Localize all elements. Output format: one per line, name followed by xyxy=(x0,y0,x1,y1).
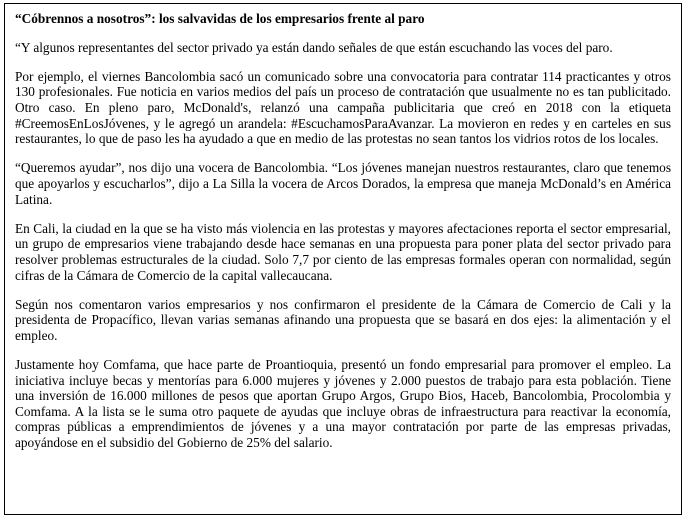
paragraph-comfama: Justamente hoy Comfama, que hace parte de Proantioquia, presentó un fondo empresarial para promover el empleo. La iniciativa incluye becas y mentorías para 6.000 mujeres y jóvenes y 2.000 puestos de trabajo para esta población. Tiene una inversión de 16.000 millones de pesos que aportan Grupo Argos, Grupo Bios, Haceb, Bancolombia, Procolombia y Comfama. A la lista se le suma otro paquete de ayudas que incluye obras de infraestructura para reactivar la economía, compras públicas a emprendimientos de jóvenes y a una mayor contratación por parte de las empresas privadas, apoyándose en el subsidio del Gobierno de 25% del salario. xyxy=(15,357,671,451)
paragraph-intro: “Y algunos representantes del sector privado ya están dando señales de que están escuchando las voces del paro. xyxy=(15,39,613,55)
paragraph-quotes: “Queremos ayudar”, nos dijo una vocera de Bancolombia. “Los jóvenes manejan nuestros restaurantes, claro que tenemos que apoyarlos y escucharlos”, dijo a La Silla la vocera de Arcos Dorados, la empresa que maneja McDonald’s en América Latina. xyxy=(15,160,671,207)
paragraph-proposal: Según nos comentaron varios empresarios y nos confirmaron el presidente de la Cámara de Comercio de Cali y la presidenta de Propacífico, llevan varias semanas afinando una propuesta que se basará en dos ejes: la alimentación y el empleo. xyxy=(15,296,671,343)
article-excerpt-box xyxy=(4,3,682,515)
article-title: “Cóbrennos a nosotros”: los salvavidas de los empresarios frente al paro xyxy=(15,11,425,26)
paragraph-examples: Por ejemplo, el viernes Bancolombia sacó un comunicado sobre una convocatoria para contratar 114 practicantes y otros 130 profesionales. Fue noticia en varios medios del país un proceso de contratación que usualmente no es tan publicitado. Otro caso. En pleno paro, McDonald's, relanzó una campaña publicitaria que creó en 2018 con la etiqueta #CreemosEnLosJóvenes, y le agregó un arandela: #EscuchamosParaAvanzar. La movieron en redes y en carteles en sus restaurantes, lo que de paso les ha ayudado a que en medio de las protestas no sean tantos los vidrios rotos de los locales. xyxy=(15,68,671,147)
paragraph-cali: En Cali, la ciudad en la que se ha visto más violencia en las protestas y mayores afectaciones reporta el sector empresarial, un grupo de empresarios viene trabajando desde hace semanas en una propuesta para poner plata del sector privado para resolver problemas estructurales de la ciudad. Solo 7,7 por ciento de las empresas formales operan con normalidad, según cifras de la Cámara de Comercio de la capital vallecaucana. xyxy=(15,220,671,283)
